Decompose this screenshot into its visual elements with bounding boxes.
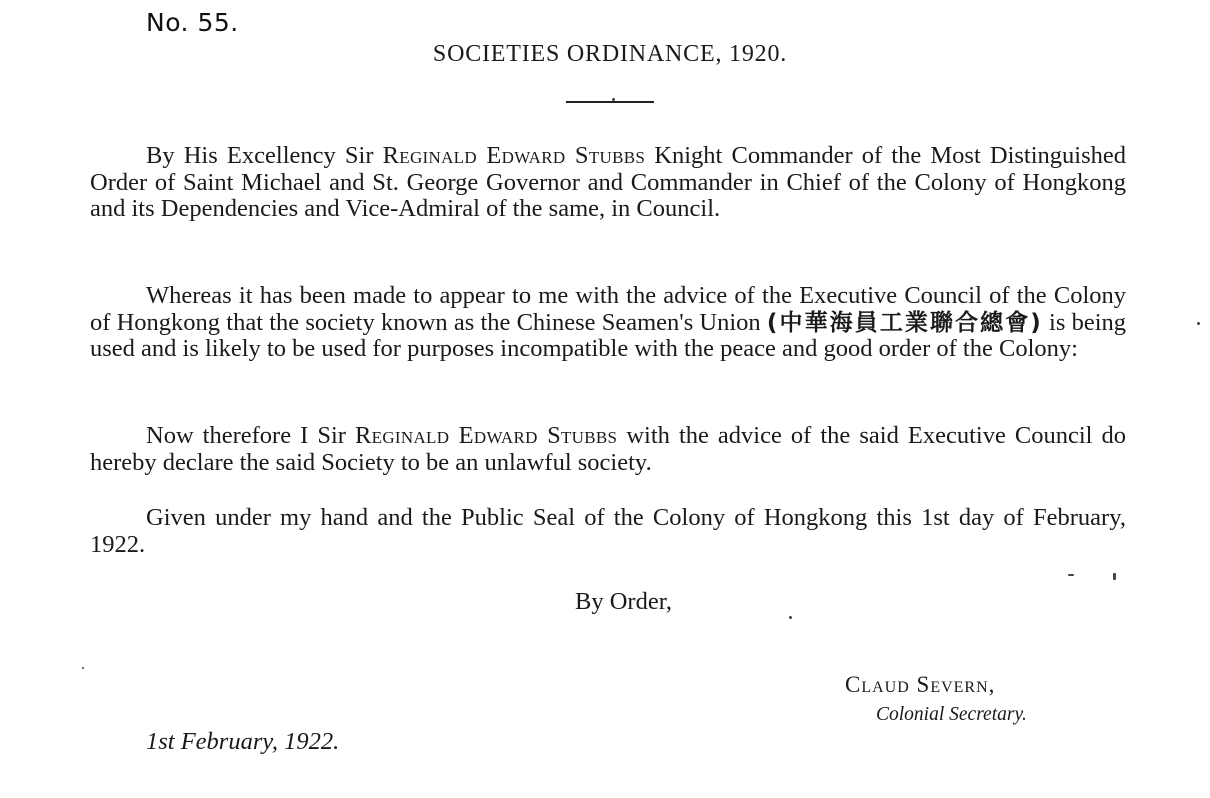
declaration-rest: with the advice of the said Executive Council do hereby declare the said Society to be an unlawful society. (90, 422, 1126, 476)
scan-speck (82, 667, 84, 669)
scan-speck (612, 98, 615, 101)
whereas-rest: is being used and is likely to be used for purposes incompatible with the peace and good order of the Colony: (90, 308, 1126, 362)
scan-speck (789, 616, 792, 619)
preamble-lead: By His Excellency Sir (146, 142, 383, 169)
given-under-text: Given under my hand and the Public Seal of the Colony of Hongkong this 1st day of February, 1922. (90, 504, 1126, 558)
signatory-title: Colonial Secretary. (876, 704, 1027, 725)
notice-date: 1st February, 1922. (146, 728, 340, 755)
by-order-line: By Order, (575, 588, 672, 615)
notice-number: No. 55. (146, 8, 239, 37)
scan-speck (1068, 574, 1074, 576)
chinese-union-name: (中華海員工業聯合總會) (766, 309, 1043, 336)
whereas-paragraph (90, 283, 1126, 363)
governor-name: Reginald Edward Stubbs (382, 142, 646, 169)
scan-speck (1113, 573, 1116, 580)
declaration-paragraph (90, 423, 1126, 476)
preamble-paragraph (90, 143, 1126, 223)
title-divider (566, 101, 654, 103)
signatory-name: Claud Severn, (845, 672, 996, 697)
given-under-paragraph (90, 505, 1126, 558)
whereas-lead: Whereas it has been made to appear to me with the advice of the Executive Council of the Colony of Hongkong that the society known as the Chinese Seamen's Union (90, 282, 1126, 336)
governor-name: Reginald Edward Stubbs (355, 422, 618, 449)
preamble-rest: Knight Commander of the Most Distinguished Order of Saint Michael and St. George Governor and Commander in Chief of the Colony of Hongkong and its Dependencies and Vice-Admiral of the same, in Council. (90, 142, 1127, 222)
scan-speck (1197, 322, 1200, 325)
declaration-lead: Now therefore I Sir (146, 422, 355, 449)
ordinance-title: SOCIETIES ORDINANCE, 1920. (432, 41, 788, 67)
